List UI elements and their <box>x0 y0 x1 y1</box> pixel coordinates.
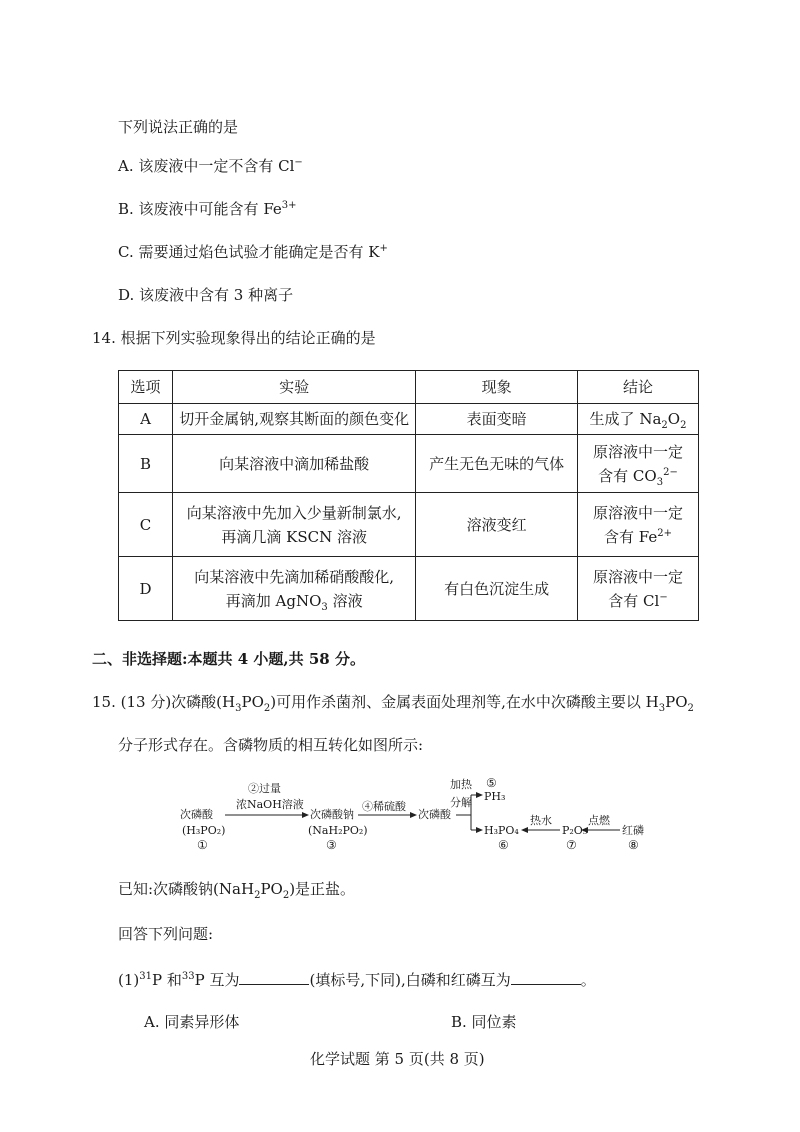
row-b-option: B <box>119 435 173 493</box>
node-p2o5: P₂O₅ <box>562 824 588 837</box>
table-row <box>119 435 699 493</box>
row-c-option: C <box>119 493 173 557</box>
row-d-phenomenon: 有白色沉淀生成 <box>416 557 578 621</box>
water-label: 热水 <box>530 814 552 827</box>
row-d-experiment: 向某溶液中先滴加稀硝酸酸化, 再滴加 AgNO$_3$ 溶液 <box>173 557 416 621</box>
q15-line1: 15. (13 分)次磷酸$(H_3PO_2)$可用作杀菌剂、金属表面处理剂等,在水中次磷酸主要以 $H_3PO_2$ <box>92 693 694 714</box>
row-d-conclusion: 原溶液中一定 含有 Cl− <box>578 557 699 621</box>
choice-b: B. 同位素 <box>451 1013 517 1031</box>
node-hypophosphorous-acid-formula: (H₃PO₂) <box>182 824 226 837</box>
label-7: ⑦ <box>566 838 577 852</box>
label-1: ① <box>197 838 208 852</box>
node-ph3: PH₃ <box>484 790 506 803</box>
label-3: ③ <box>326 838 337 852</box>
row-a-phenomenon: 表面变暗 <box>416 404 578 435</box>
experiment-table <box>118 370 699 621</box>
node-h3po4: H₃PO₄ <box>484 824 519 837</box>
choice-a: A. 同素异形体 <box>144 1013 240 1031</box>
arrow-1-top-label: ②过量 <box>248 782 281 795</box>
ignite-label: 点燃 <box>588 814 610 827</box>
q15-known: 已知:次磷酸钠$(NaH_2PO_2)$是正盐。 <box>118 880 356 901</box>
section-heading: 二、非选择题:本题共 4 小题,共 58 分。 <box>92 650 365 668</box>
arrow-2-label: ④稀硫酸 <box>362 800 406 813</box>
arrow-1-bottom-label: 浓NaOH溶液 <box>236 798 304 811</box>
row-c-conclusion: 原溶液中一定 含有 $Fe^{2+}$ <box>578 493 699 557</box>
row-a-conclusion: 生成了 $Na_2O_2$ <box>578 404 699 435</box>
q13-prompt: 下列说法正确的是 <box>118 118 239 136</box>
label-5: ⑤ <box>486 776 497 790</box>
q15-line2: 分子形式存在。含磷物质的相互转化如图所示: <box>118 736 424 754</box>
row-c-experiment: 向某溶液中先加入少量新制氯水, 再滴几滴 KSCN 溶液 <box>173 493 416 557</box>
row-a-experiment: 切开金属钠,观察其断面的颜色变化 <box>173 404 416 435</box>
node-sodium-hypophosphite: 次磷酸钠 <box>310 808 354 821</box>
q14-stem: 14. 根据下列实验现象得出的结论正确的是 <box>92 329 376 347</box>
table-header-row <box>119 371 699 404</box>
phosphorus-conversion-diagram <box>180 775 650 855</box>
header-experiment: 实验 <box>173 371 416 404</box>
node-hypophosphorous-acid: 次磷酸 <box>180 808 213 821</box>
q15-sub1: $(1)^{31}P$ 和$^{33}$P 互为 (填标号,下同),白磷和红磷互为 。 <box>118 971 596 989</box>
header-conclusion: 结论 <box>578 371 699 404</box>
row-b-experiment: 向某溶液中滴加稀盐酸 <box>173 435 416 493</box>
page-footer: 化学试题 第 5 页(共 8 页) <box>310 1050 485 1068</box>
node-hypophosphorous-acid-2: 次磷酸 <box>418 808 451 821</box>
q13-option-c: C. 需要通过焰色试验才能确定是否有 K+ <box>118 243 388 261</box>
label-6: ⑥ <box>498 838 509 852</box>
table-row <box>119 557 699 621</box>
row-c-phenomenon: 溶液变红 <box>416 493 578 557</box>
row-b-conclusion: 原溶液中一定 含有 $CO_3^{2-}$ <box>578 435 699 493</box>
q15-answer-prompt: 回答下列问题: <box>118 925 214 943</box>
answer-blank-1[interactable] <box>239 972 309 985</box>
answer-blank-2[interactable] <box>511 972 581 985</box>
row-d-option: D <box>119 557 173 621</box>
node-red-phosphorus: 红磷 <box>622 824 644 837</box>
header-option: 选项 <box>119 371 173 404</box>
label-8: ⑧ <box>628 838 639 852</box>
q13-option-d: D. 该废液中含有 3 种离子 <box>118 286 294 304</box>
heat-label-1: 加热 <box>450 778 472 791</box>
table-row <box>119 404 699 435</box>
heat-label-2: 分解 <box>450 796 472 809</box>
q13-option-a: A. 该废液中一定不含有 Cl− <box>118 157 303 175</box>
row-b-phenomenon: 产生无色无味的气体 <box>416 435 578 493</box>
q13-option-b: B. 该废液中可能含有 $Fe^{3+}$ <box>118 200 297 218</box>
header-phenomenon: 现象 <box>416 371 578 404</box>
table-row <box>119 493 699 557</box>
row-a-option: A <box>119 404 173 435</box>
node-sodium-hypophosphite-formula: (NaH₂PO₂) <box>308 824 368 837</box>
